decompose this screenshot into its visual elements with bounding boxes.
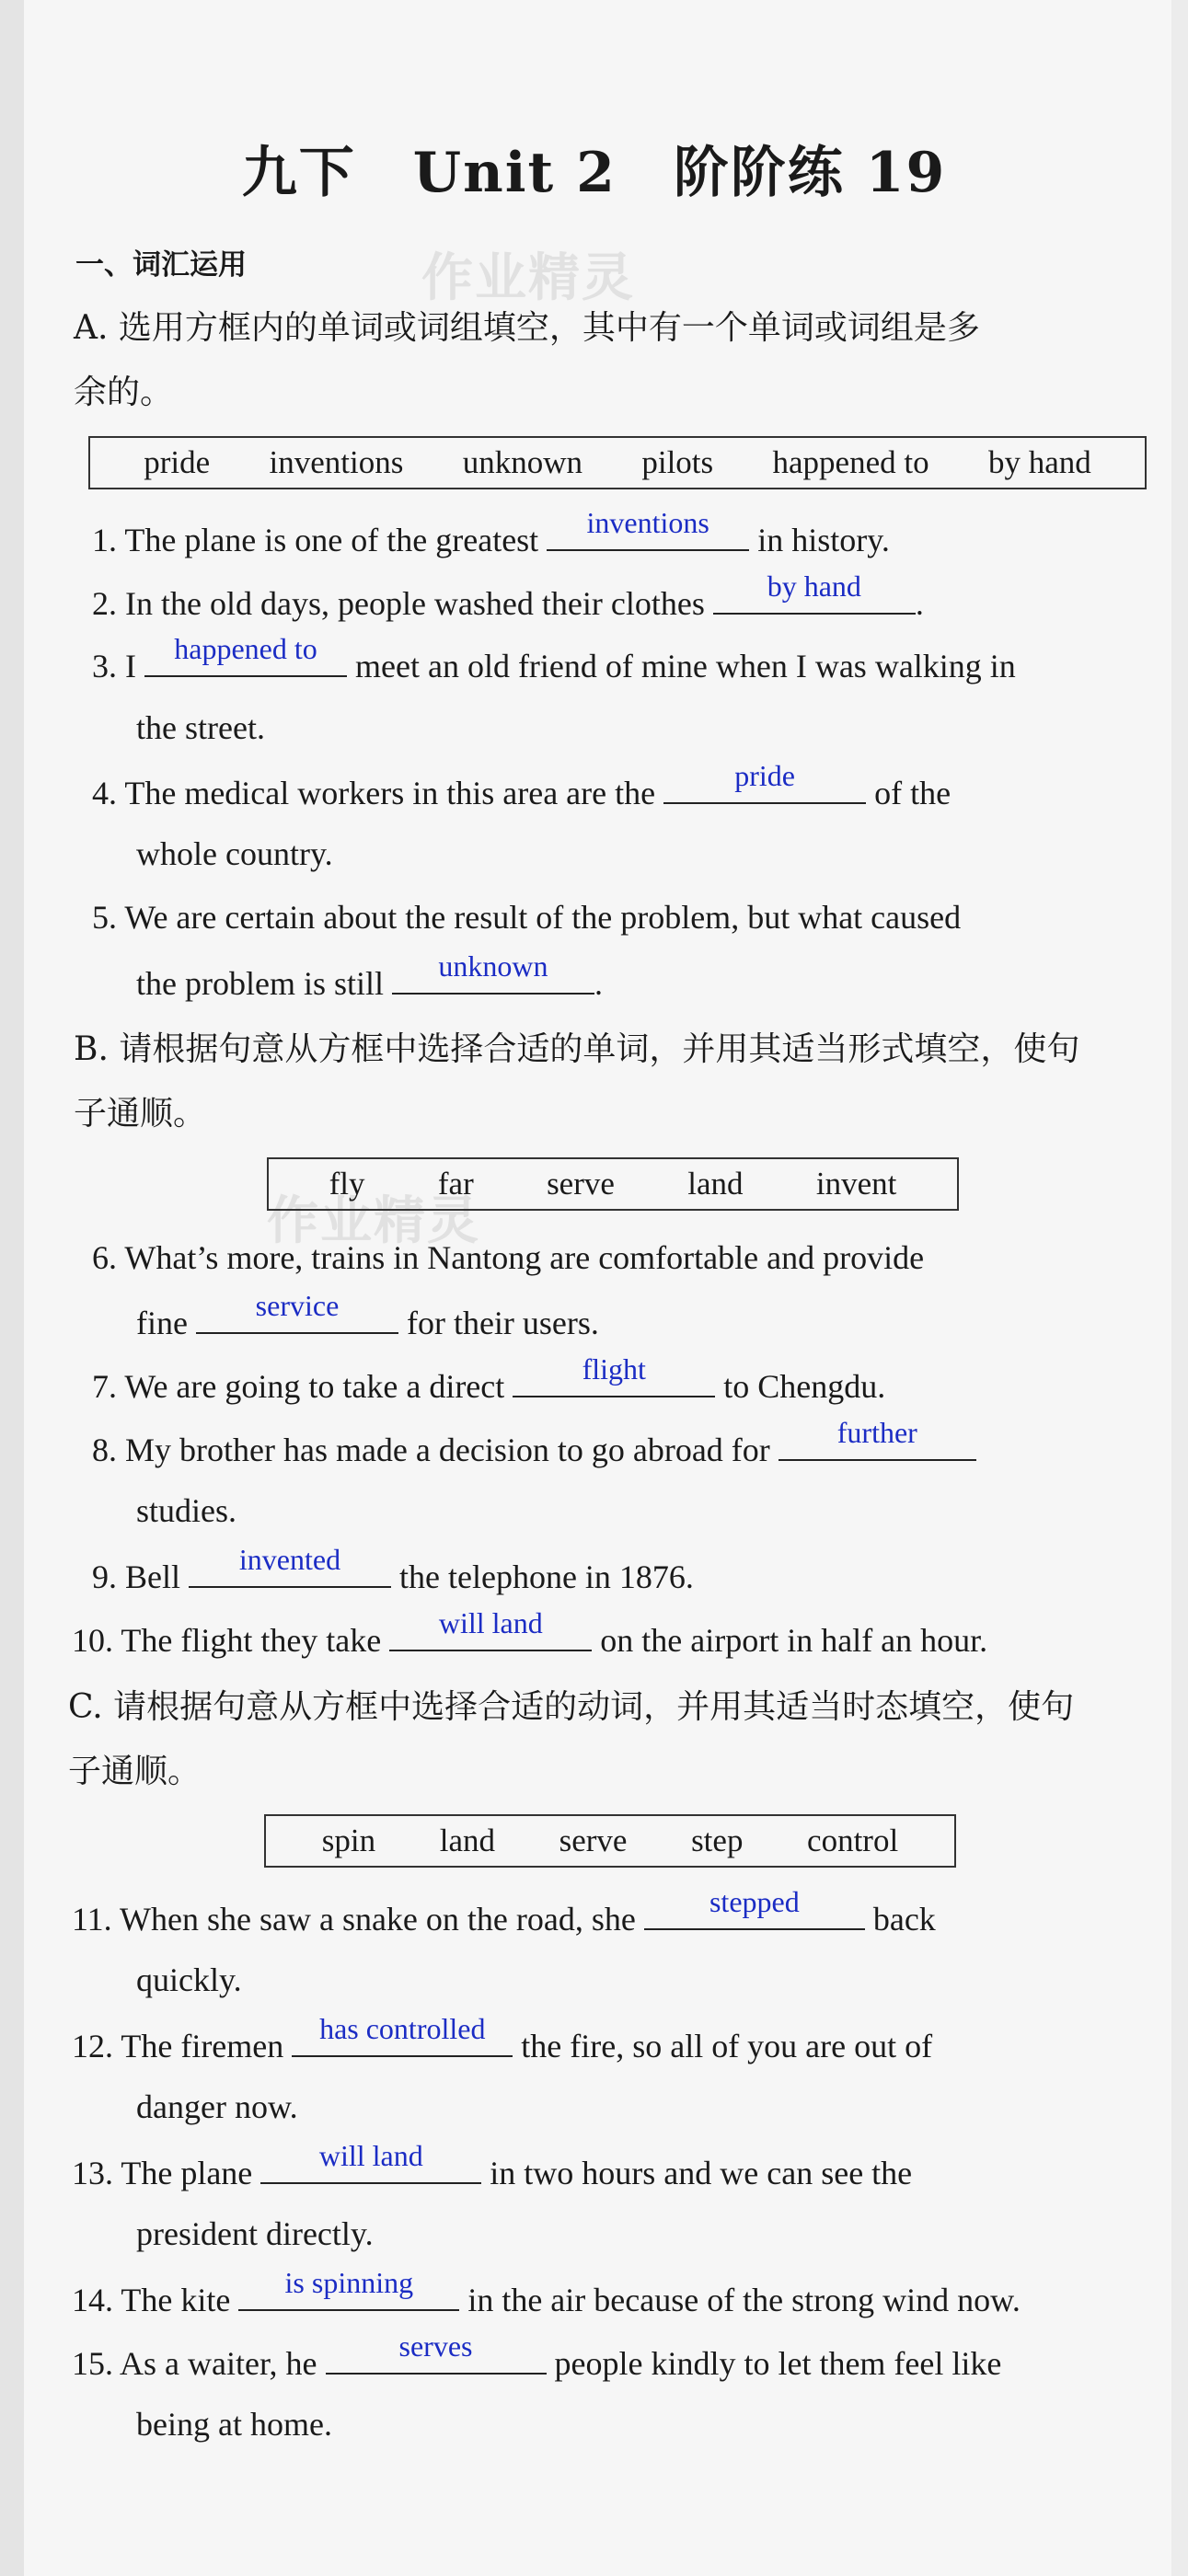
question-text: people kindly to let them feel like xyxy=(554,2345,1002,2382)
question-text: We are going to take a direct xyxy=(124,1368,505,1405)
question-3 xyxy=(92,632,1016,685)
question-text: to Chengdu. xyxy=(723,1368,886,1405)
answer-blank[interactable] xyxy=(663,759,866,804)
question-number: 9. xyxy=(92,1558,117,1595)
question-text: in the air because of the strong wind now. xyxy=(467,2282,1021,2318)
question-number: 13. xyxy=(72,2155,113,2191)
question-text: fine xyxy=(136,1305,188,1341)
handwritten-answer: flight xyxy=(582,1352,646,1386)
answer-blank[interactable] xyxy=(144,632,347,677)
handwritten-answer: stepped xyxy=(709,1885,800,1918)
word-box-item: control xyxy=(807,1823,899,1858)
handwritten-answer: has controlled xyxy=(319,2012,486,2045)
word-box-item: serve xyxy=(547,1166,615,1202)
answer-blank[interactable] xyxy=(389,1606,592,1651)
question-number: 1. xyxy=(92,522,117,558)
answer-blank[interactable] xyxy=(779,1416,976,1461)
handwritten-answer: pride xyxy=(734,759,795,792)
answer-blank[interactable] xyxy=(292,2012,513,2057)
handwritten-answer: happened to xyxy=(174,632,317,665)
question-text: the fire, so all of you are out of xyxy=(521,2028,933,2064)
handwritten-answer: inventions xyxy=(586,506,709,539)
question-8 xyxy=(92,1416,976,1469)
question-number: 15. xyxy=(72,2345,113,2382)
question-text: Bell xyxy=(125,1558,180,1595)
watermark: 作业精灵 xyxy=(267,1191,480,1251)
part-c-instruction: C. 请根据句意从方框中选择合适的动词，并用其适当时态填空，使句 xyxy=(68,1688,1075,1726)
question-text: The plane xyxy=(121,2155,253,2191)
question-11-cont: quickly. xyxy=(136,1961,242,1998)
question-7 xyxy=(92,1352,886,1406)
word-box-item: happened to xyxy=(772,444,929,480)
question-14 xyxy=(72,2266,1021,2319)
question-text: What’s more, trains in Nantong are comfortable and provide xyxy=(124,1239,925,1276)
word-box-item: step xyxy=(691,1823,744,1858)
page-left-edge xyxy=(0,0,24,2576)
question-5 xyxy=(92,898,961,937)
section-heading: 一、词汇运用 xyxy=(75,248,247,282)
answer-blank[interactable] xyxy=(547,506,749,551)
question-6 xyxy=(92,1238,924,1277)
handwritten-answer: invented xyxy=(238,1543,341,1576)
question-number: 8. xyxy=(92,1432,117,1468)
question-number: 4. xyxy=(92,775,117,811)
part-b-instruction: B. 请根据句意从方框中选择合适的单词，并用其适当形式填空，使句 xyxy=(74,1030,1080,1068)
question-number: 10. xyxy=(72,1622,113,1659)
question-text: We are certain about the result of the problem, but what caused xyxy=(124,899,962,936)
handwritten-answer: service xyxy=(255,1289,340,1322)
watermark: 作业精灵 xyxy=(421,248,635,308)
question-text: In the old days, people washed their clothes xyxy=(125,585,705,622)
question-text: in history. xyxy=(757,522,890,558)
question-number: 14. xyxy=(72,2282,113,2318)
question-1 xyxy=(92,506,890,559)
question-number: 7. xyxy=(92,1368,117,1405)
question-12 xyxy=(72,2012,933,2065)
word-box-item: far xyxy=(437,1166,474,1202)
question-number: 12. xyxy=(72,2028,113,2064)
word-box-item: unknown xyxy=(462,444,582,480)
word-box-item: pilots xyxy=(641,444,714,480)
handwritten-answer: is spinning xyxy=(284,2266,414,2299)
question-4 xyxy=(92,759,952,812)
question-text: When she saw a snake on the road, she xyxy=(120,1901,636,1938)
question-text: of the xyxy=(874,775,952,811)
question-number: 3. xyxy=(92,648,117,684)
question-10 xyxy=(72,1606,988,1660)
question-13 xyxy=(72,2139,913,2192)
part-a-instruction-cont: 余的。 xyxy=(74,374,174,411)
handwritten-answer: unknown xyxy=(438,949,548,983)
question-text: . xyxy=(594,965,603,1002)
question-15 xyxy=(72,2329,1002,2383)
handwritten-answer: will land xyxy=(438,1606,543,1639)
answer-blank[interactable] xyxy=(326,2329,547,2375)
question-text: The flight they take xyxy=(121,1622,382,1659)
handwritten-answer: serves xyxy=(398,2329,473,2363)
word-box-item: land xyxy=(687,1166,744,1202)
question-2 xyxy=(92,569,924,623)
question-3-cont: the street. xyxy=(136,709,265,746)
question-text: The kite xyxy=(121,2282,231,2318)
question-text: the telephone in 1876. xyxy=(399,1558,694,1595)
question-text: The medical workers in this area are the xyxy=(124,775,656,811)
question-text: My brother has made a decision to go abroad for xyxy=(125,1432,770,1468)
word-box-item: fly xyxy=(329,1166,365,1202)
question-text: for their users. xyxy=(406,1305,599,1341)
answer-blank[interactable] xyxy=(260,2139,481,2184)
word-box-item: serve xyxy=(559,1823,628,1858)
question-12-cont: danger now. xyxy=(136,2088,298,2125)
word-box-item: by hand xyxy=(987,444,1091,480)
question-text: The firemen xyxy=(121,2028,284,2064)
question-text: back xyxy=(872,1901,936,1938)
word-box-a xyxy=(88,436,1147,489)
question-15-cont: being at home. xyxy=(136,2406,332,2443)
page-right-edge xyxy=(1171,0,1188,2576)
question-11 xyxy=(72,1885,936,1938)
word-box-item: invent xyxy=(815,1166,897,1202)
question-5-cont xyxy=(136,949,603,1003)
answer-blank[interactable] xyxy=(644,1885,865,1930)
question-text: I xyxy=(125,648,136,684)
answer-blank[interactable] xyxy=(392,949,594,995)
word-box-item: land xyxy=(439,1823,496,1858)
answer-blank[interactable] xyxy=(238,2266,459,2311)
question-number: 6. xyxy=(92,1239,117,1276)
question-text: meet an old friend of mine when I was walking in xyxy=(355,648,1016,684)
question-text: the problem is still xyxy=(136,965,384,1002)
part-a-instruction: A. 选用方框内的单词或词组填空，其中有一个单词或词组是多 xyxy=(74,309,980,347)
answer-blank[interactable] xyxy=(713,569,916,615)
answer-blank[interactable] xyxy=(513,1352,715,1397)
word-box-c xyxy=(264,1814,956,1868)
question-number: 5. xyxy=(92,899,117,936)
question-4-cont: whole country. xyxy=(136,835,333,872)
answer-blank[interactable] xyxy=(189,1543,391,1588)
question-8-cont: studies. xyxy=(136,1492,237,1529)
word-box-item: spin xyxy=(321,1823,376,1858)
question-number: 2. xyxy=(92,585,117,622)
question-13-cont: president directly. xyxy=(136,2215,374,2252)
question-9 xyxy=(92,1543,694,1596)
question-text: The plane is one of the greatest xyxy=(124,522,539,558)
question-text: . xyxy=(915,585,924,622)
question-6-cont xyxy=(136,1289,599,1342)
handwritten-answer: further xyxy=(836,1416,917,1449)
answer-blank[interactable] xyxy=(196,1289,398,1334)
question-number: 11. xyxy=(72,1901,112,1938)
handwritten-answer: will land xyxy=(318,2139,423,2172)
question-text: As a waiter, he xyxy=(120,2345,317,2382)
question-text: in two hours and we can see the xyxy=(490,2155,913,2191)
question-text: on the airport in half an hour. xyxy=(600,1622,988,1659)
page-title: 九下 Unit 2 阶阶练 19 xyxy=(241,141,947,205)
handwritten-answer: by hand xyxy=(767,569,861,603)
word-box-item: pride xyxy=(144,444,211,480)
word-box-item: inventions xyxy=(269,444,404,480)
part-c-instruction-cont: 子通顺。 xyxy=(68,1753,202,1790)
word-box-b xyxy=(267,1157,959,1211)
part-b-instruction-cont: 子通顺。 xyxy=(74,1095,207,1133)
